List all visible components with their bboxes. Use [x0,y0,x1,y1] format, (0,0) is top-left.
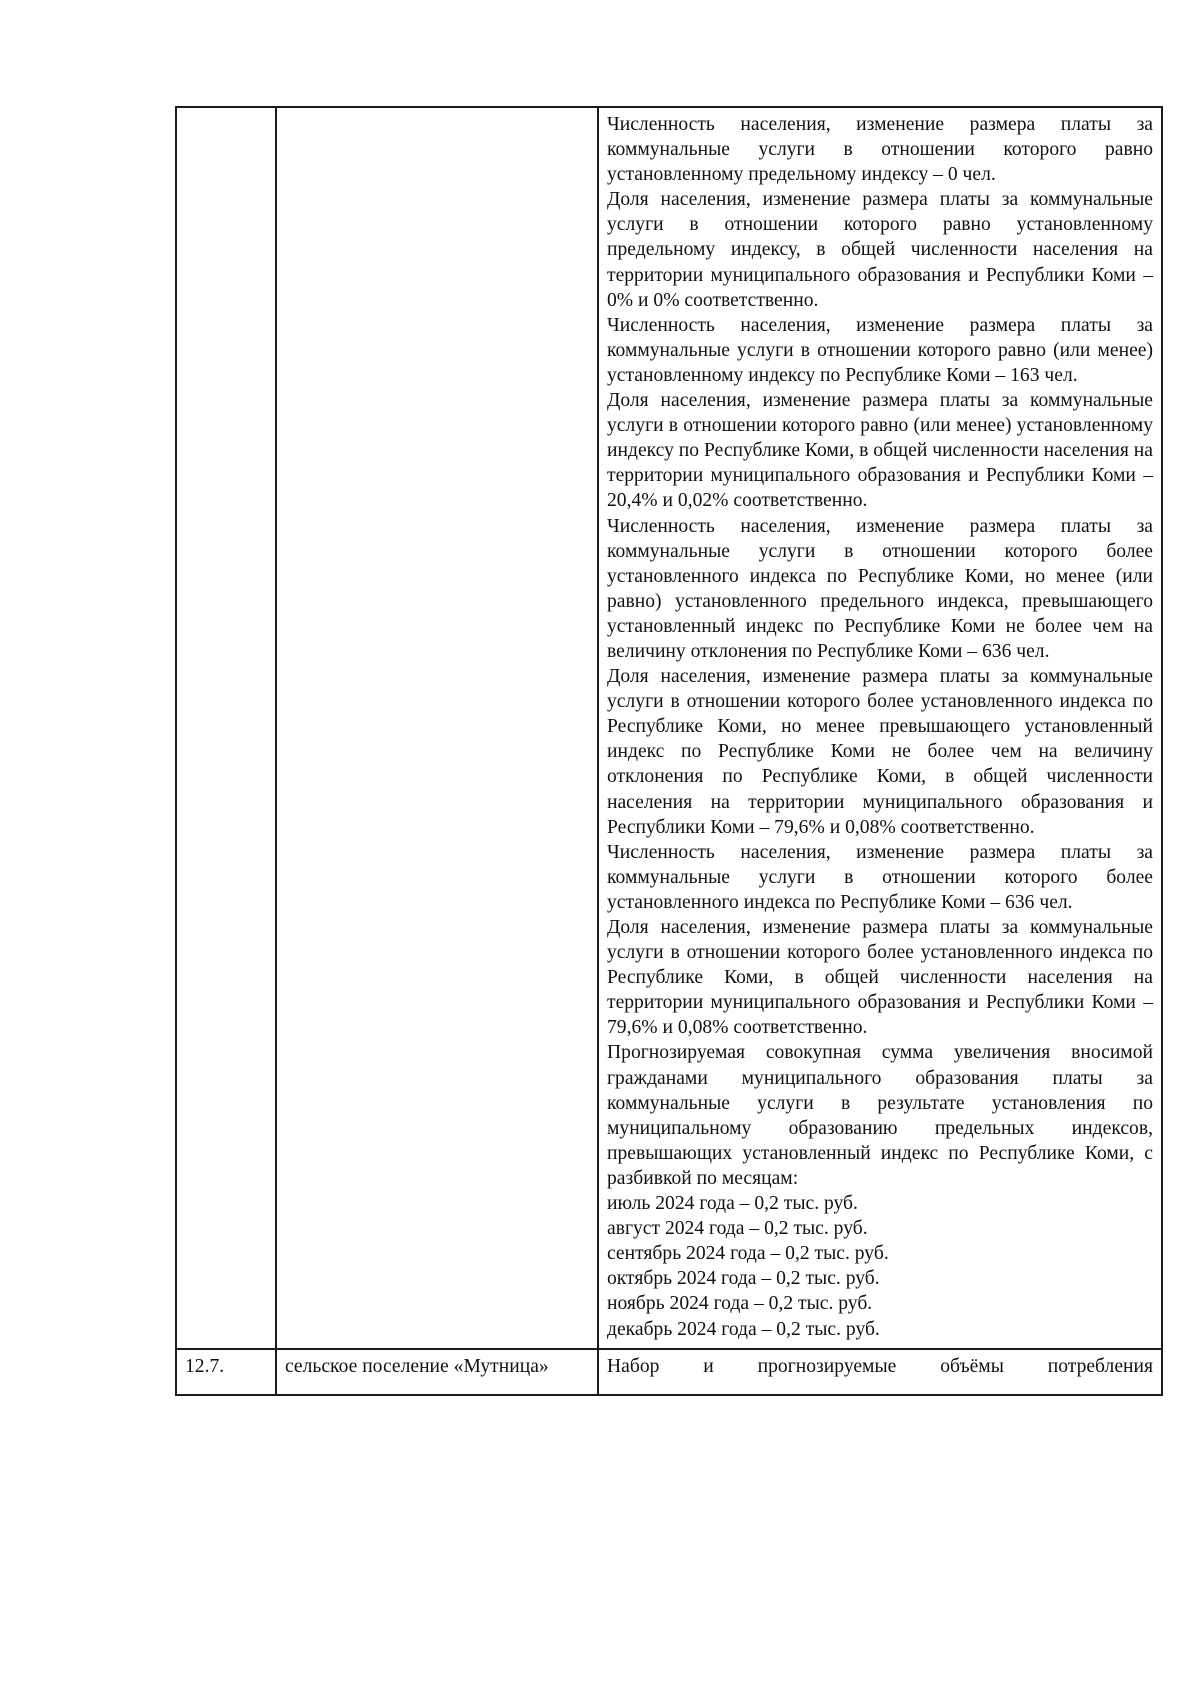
paragraph: Численность населения, изменение размера платы за коммунальные услуги в отношении которого более установленного индекса по Республике Коми – 636 чел. [607,841,1153,913]
month-amount: ноябрь 2024 года – 0,2 тыс. руб. [607,1293,873,1315]
paragraph: Доля населения, изменение размера платы за коммунальные услуги в отношении которого равно (или менее) установленному индексу по Республике Коми, в общей численности населения на территории муниципального образования и Республики Коми – 20,4% и 0,02% соответственно. [607,390,1153,512]
paragraph: Прогнозируемая совокупная сумма увеличения вносимой гражданами муниципального образования платы за коммунальные услуги в результате установления по муниципальному образованию предельных индексов, превышающих установленный индекс по Республике Коми, с разбивкой по месяцам: [607,1042,1153,1189]
table-row [176,107,1162,1349]
paragraph: Численность населения, изменение размера платы за коммунальные услуги в отношении которого более установленного индекса по Республике Коми, но менее (или равно) установленного предельного индекса, превышающего установленный индекс по Республике Коми не более чем на величину отклонения по Республике Коми – 636 чел. [607,515,1153,662]
content-cell [598,107,1162,1349]
table-row [176,1349,1162,1395]
settlement-name: сельское поселение «Мутница» [276,1349,598,1395]
month-amount: сентябрь 2024 года – 0,2 тыс. руб. [607,1243,889,1265]
row-number: 12.7. [176,1349,276,1395]
paragraph: Численность населения, изменение размера платы за коммунальные услуги в отношении которого равно установленному предельному индексу – 0 чел. [607,114,1153,186]
paragraph: Доля населения, изменение размера платы за коммунальные услуги в отношении которого более установленного индекса по Республике Коми, в общей численности населения на территории муниципального образования и Республики Коми – 79,6% и 0,08% соответственно. [607,917,1153,1039]
name-cell-empty [276,107,598,1349]
paragraph: Доля населения, изменение размера платы за коммунальные услуги в отношении которого равно установленному предельному индексу, в общей численности населения на территории муниципального образования и Республики Коми – 0% и 0% соответственно. [607,189,1153,311]
indices-table [175,106,1163,1396]
paragraph: Численность населения, изменение размера платы за коммунальные услуги в отношении которого равно (или менее) установленному индексу по Республике Коми – 163 чел. [607,314,1153,386]
month-amount: декабрь 2024 года – 0,2 тыс. руб. [607,1318,880,1340]
number-cell-empty [176,107,276,1349]
month-amount: июль 2024 года – 0,2 тыс. руб. [607,1193,858,1215]
paragraph: Доля населения, изменение размера платы за коммунальные услуги в отношении которого более установленного индекса по Республике Коми, но менее превышающего установленный индекс по Республике Коми не более чем на величину отклонения по Республике Коми, в общей численности населения на территории муниципального образования и Республики Коми – 79,6% и 0,08% соответственно. [607,666,1153,838]
month-amount: август 2024 года – 0,2 тыс. руб. [607,1218,868,1240]
row-content: Набор и прогнозируемые объёмы потребления [598,1349,1162,1395]
month-amount: октябрь 2024 года – 0,2 тыс. руб. [607,1268,880,1290]
